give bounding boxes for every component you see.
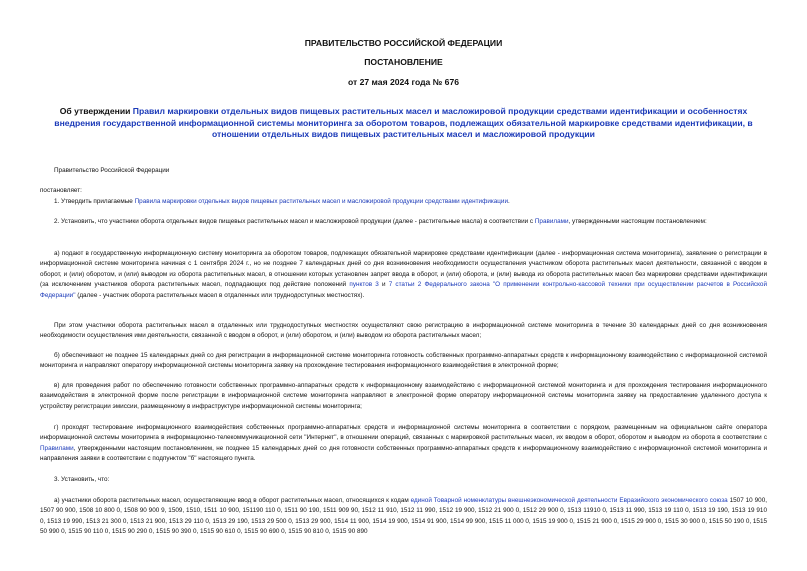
pa-text: а) подают в государственную информационную систему мониторинга за оборотом товаров, подлежащих обязательной маркировке средствами идентификации (далее - информационная система мониторинга), заявление о регистрации в информационной системе мониторинга начиная с 1 сентября 2024 г., но не позднее 7 календарных дней со дня возникновения необходимости осуществления участником оборота растительных масел деятельности, связанной с вводом в оборот, и (или) оборотом, и (или) выводом из оборота растительных масел, в отношении которых установлен запрет ввода в оборот, и (или) оборота, и (или) вывода из оборота растительных масел без маркировки средствами идентификации (за исключением участников оборота растительных масел, подпадающих под действие положений	[40, 250, 767, 289]
decrees-line: постановляет:	[40, 187, 82, 194]
p1-suffix: .	[508, 198, 510, 205]
paragraph-1	[40, 197, 767, 207]
government-line: Правительство Российской Федерации	[54, 167, 170, 174]
pa-and: и	[378, 281, 389, 289]
p1-rules-link[interactable]: Правила маркировки отдельных видов пищевых растительных масел и масложировой продукции средствами идентификации	[134, 198, 509, 205]
pa-link-federal-law[interactable]: Федерального закона "О применении контрольно-кассовой техники при осуществлении расчетов в Российской Федерации"	[40, 281, 767, 299]
p3a-tnved-link[interactable]: единой Товарной номенклатуры внешнеэкономической деятельности Евразийского экономического союза	[410, 497, 728, 504]
p2-prefix: 2. Установить, что участники оборота отдельных видов пищевых растительных масел и масложировой продукции (далее - растительные масла) в соответствии с	[54, 218, 535, 225]
subparagraph-g	[40, 423, 767, 465]
p1-prefix: 1. Утвердить прилагаемые	[54, 198, 135, 205]
document-title	[40, 106, 767, 141]
p3a-codes: 1507 10 900, 1507 90 900, 1508 10 800 0, 1508 90 900 9, 1509, 1510, 1511 10 900, 151190 110 0, 1511 90 190, 1511 909 90, 1512 11 910, 1512 11 990, 1512 19 900, 1512 21 900 0, 1512 29 900 0, 1513 11910 0, 1513 11 990, 1513 19 110 0, 1513 19 190, 1513 19 910 0, 1513 19 990, 1513 21 300 0, 1513 21 900, 1513 29 110 0, 1513 29 190, 1513 29 500 0, 1513 29 900, 1514 11 900, 1514 19 900, 1514 91 900, 1514 99 900, 1515 11 000 0, 1515 19 900 0, 1515 21 900 0, 1515 29 900 0, 1515 30 900 0, 1515 50 190 0, 1515 50 990 0, 1515 90 110 0, 1515 90 290 0, 1515 90 390 0, 1515 90 610 0, 1515 90 690 0, 1515 90 810 0, 1515 90 890	[40, 497, 768, 536]
title-prefix: Об утверждении	[59, 106, 133, 116]
pa-link-points-3[interactable]: пунктов 3	[349, 281, 379, 289]
subparagraph-a	[40, 249, 767, 301]
subparagraph-3a	[40, 496, 767, 538]
pg-prefix: г) проходят тестирование информационного взаимодействия собственных программно-аппаратных средств и информационной системы мониторинга в соответствии с порядком, размещенным на официальном сайте оператора информационной системы мониторинга в информационно-телекоммуникационной сети "Интернет", в отношении операций, связанных с маркировкой растительных масел, их вводом в оборот, оборотом и выводом из оборота в соответствии с	[40, 424, 767, 442]
government-heading: ПРАВИТЕЛЬСТВО РОССИЙСКОЙ ФЕДЕРАЦИИ	[304, 38, 503, 48]
p2-rules-link[interactable]: Правилами	[534, 218, 569, 225]
pg-rules-link[interactable]: Правилами	[40, 444, 74, 452]
paragraph-remote-areas: При этом участники оборота растительных масел в отдаленных или труднодоступных местностях осуществляют свою регистрацию в информационной системе мониторинга в течение 30 календарных дней со дня возникновения необходимости осуществления ими деятельности, связанной с вводом в оборот, и (или) оборотом, и (или) выводом из оборота растительных масел;	[40, 322, 767, 340]
title-link[interactable]: Правил маркировки отдельных видов пищевых растительных масел и масложировой продукции средствами идентификации и особенностях внедрения государственной информационной системы мониторинга за оборотом товаров, подлежащих обязательной маркировке средствами идентификации, в отношении отдельных видов пищевых растительных масел и масложировой продукции	[54, 106, 753, 139]
pa-suffix: (далее - участник оборота растительных масел в отдаленных или труднодоступных местностях).	[75, 291, 365, 299]
pg-suffix: , утвержденными настоящим постановлением, не позднее 15 календарных дней со дня готовности собственных программно-аппаратных средств к информационному взаимодействию с информационной системой мониторинга и направления заявки в соответствии с подпунктом "б" настоящего пункта.	[40, 444, 767, 463]
document-type-heading: ПОСТАНОВЛЕНИЕ	[364, 57, 443, 67]
paragraph-3: 3. Установить, что:	[54, 476, 110, 483]
date-number-heading: от 27 мая 2024 года № 676	[347, 77, 460, 87]
paragraph-2	[40, 217, 767, 227]
p3a-prefix: а) участники оборота растительных масел, осуществляющие ввод в оборот растительных масел, относящихся к кодам	[54, 497, 411, 504]
subparagraph-b: б) обеспечивают не позднее 15 календарных дней со дня регистрации в информационной системе мониторинга готовность собственных программно-аппаратных средств к информационному взаимодействию с информационной системой мониторинга и направляют оператору информационной системы мониторинга заявку на прохождение тестирования информационного взаимодействия в электронной форме;	[40, 352, 767, 370]
p2-suffix: , утвержденными настоящим постановлением:	[568, 218, 707, 225]
pa-link-article-2[interactable]: 7 статьи 2	[388, 281, 422, 289]
subparagraph-v: в) для проведения работ по обеспечению готовности собственных программно-аппаратных средств к информационному взаимодействию с информационной системой мониторинга и для прохождения тестирования информационного взаимодействия в электронной форме после регистрации в информационной системе мониторинга направляют в электронной форме оператору информационной системы мониторинга заявку на предоставление удаленного доступа к устройству регистрации эмиссии, размещенному в инфраструктуре информационной системы мониторинга;	[40, 382, 767, 410]
